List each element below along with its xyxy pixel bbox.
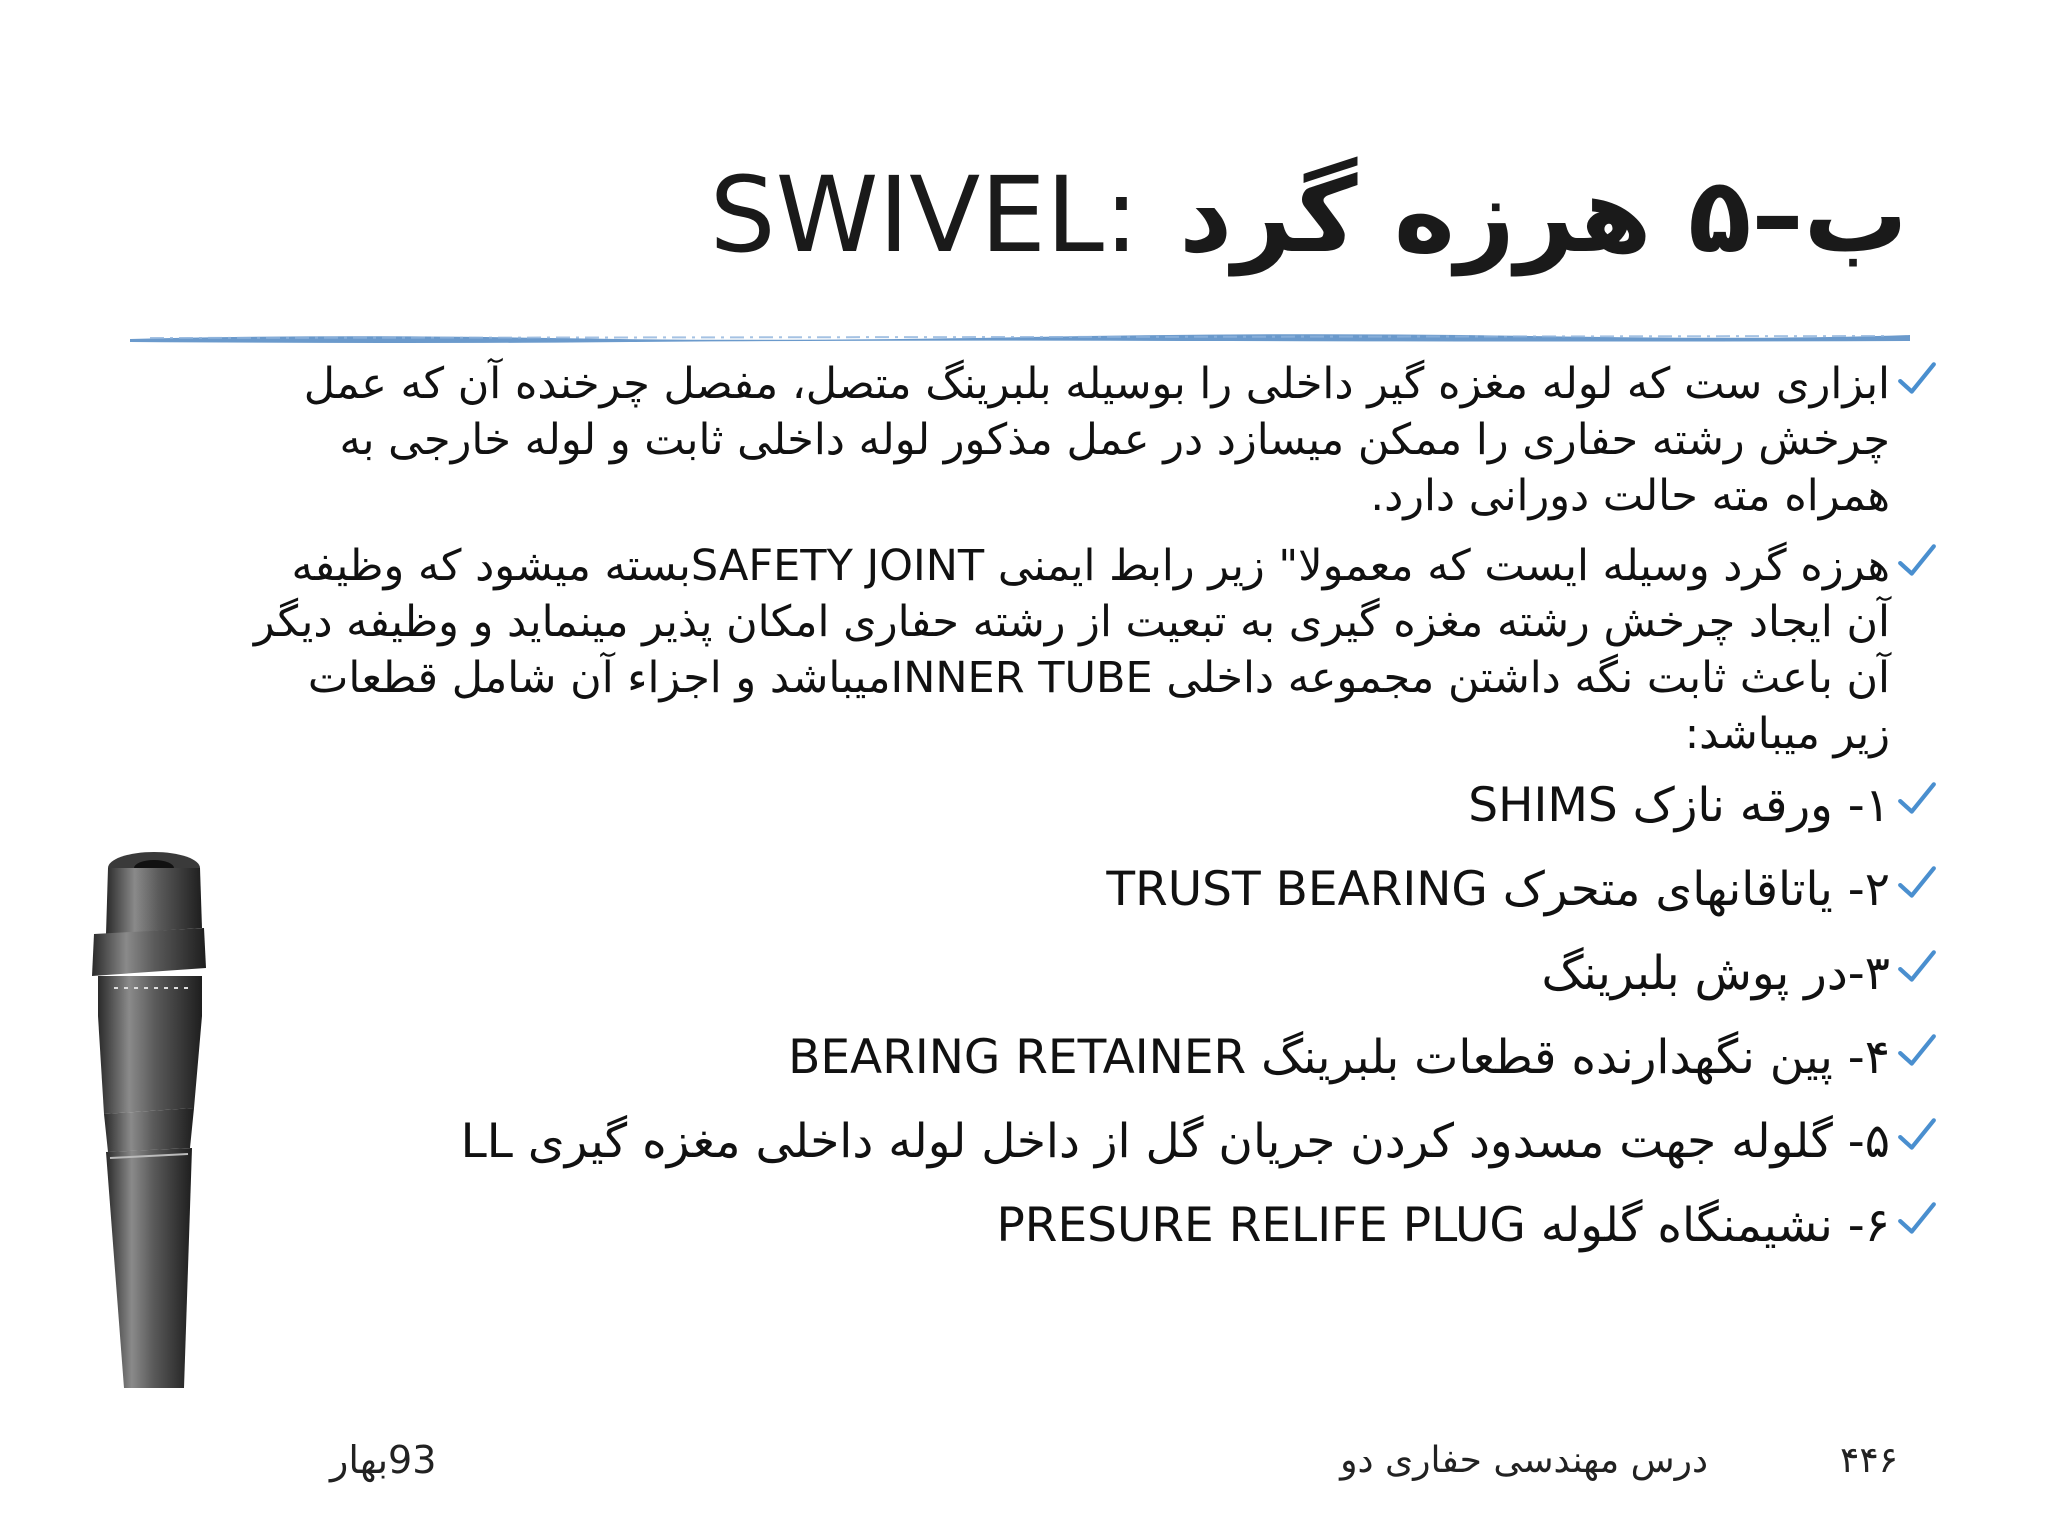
list-item-text: ۵- گلوله جهت مسدود کردن جریان گل از داخل لوله داخلی مغزه گیری LL <box>460 1114 1890 1169</box>
list-item-6 <box>238 1196 1938 1256</box>
paragraph-text: ابزاری ست که لوله مغزه گیر داخلی را بوسیله بلبرینگ متصل، مفصل چرخنده آن که عمل چرخش رشته حفاری را ممکن میسازد در عمل مذکور لوله داخلی ثابت و لوله خارجی به همراه مته حالت دورانی دارد. <box>303 359 1890 521</box>
checkmark-icon <box>1896 1030 1938 1072</box>
slide-title <box>710 150 1908 280</box>
checkmark-icon <box>1896 862 1938 904</box>
checkmark-icon <box>1896 1114 1938 1156</box>
swivel-tool-photo <box>54 848 214 1388</box>
paragraph-1 <box>238 356 1938 524</box>
title-persian: ب–۵ هرزه گرد <box>1178 154 1908 276</box>
list-item-text: ۶- نشیمنگاه گلوله PRESURE RELIFE PLUG <box>996 1198 1890 1253</box>
footer-season: 93بهار <box>330 1438 437 1482</box>
footer-course: درس مهندسی حفاری دو <box>1340 1440 1708 1481</box>
list-item-3 <box>238 944 1938 1004</box>
checkmark-icon <box>1896 358 1938 400</box>
footer-page-number: ۴۴۶ <box>1839 1440 1898 1481</box>
list-item-4 <box>238 1028 1938 1088</box>
checkmark-icon <box>1896 540 1938 582</box>
list-item-5 <box>238 1112 1938 1172</box>
list-item-text: ۲- یاتاقانهای متحرک TRUST BEARING <box>1106 862 1890 917</box>
list-item-1 <box>238 776 1938 836</box>
list-item-text: ۳-در پوش بلبرینگ <box>1541 946 1890 1001</box>
checkmark-icon <box>1896 946 1938 988</box>
title-divider <box>130 330 1910 346</box>
list-item-2 <box>238 860 1938 920</box>
checkmark-icon <box>1896 778 1938 820</box>
title-english: SWIVEL: <box>709 154 1139 276</box>
paragraph-2 <box>238 538 1938 762</box>
slide-content <box>238 356 1938 1280</box>
paragraph-text: هرزه گرد وسیله ایست که معمولا" زیر رابط ایمنی SAFETY JOINTبسته میشود که وظیفه آن ایجاد چرخش رشته مغزه گیری به تبعیت از رشته حفاری امکان پذیر مینماید و وظیفه دیگر آن باعث ثابت نگه داشتن مجموعه داخلی INNER TUBEمیباشد و اجزاء آن شامل قطعات زیر میباشد: <box>253 541 1890 759</box>
checkmark-icon <box>1896 1198 1938 1240</box>
list-item-text: ۱- ورقه نازک SHIMS <box>1468 778 1890 833</box>
list-item-text: ۴- پین نگهدارنده قطعات بلبرینگ BEARING RETAINER <box>788 1030 1890 1085</box>
